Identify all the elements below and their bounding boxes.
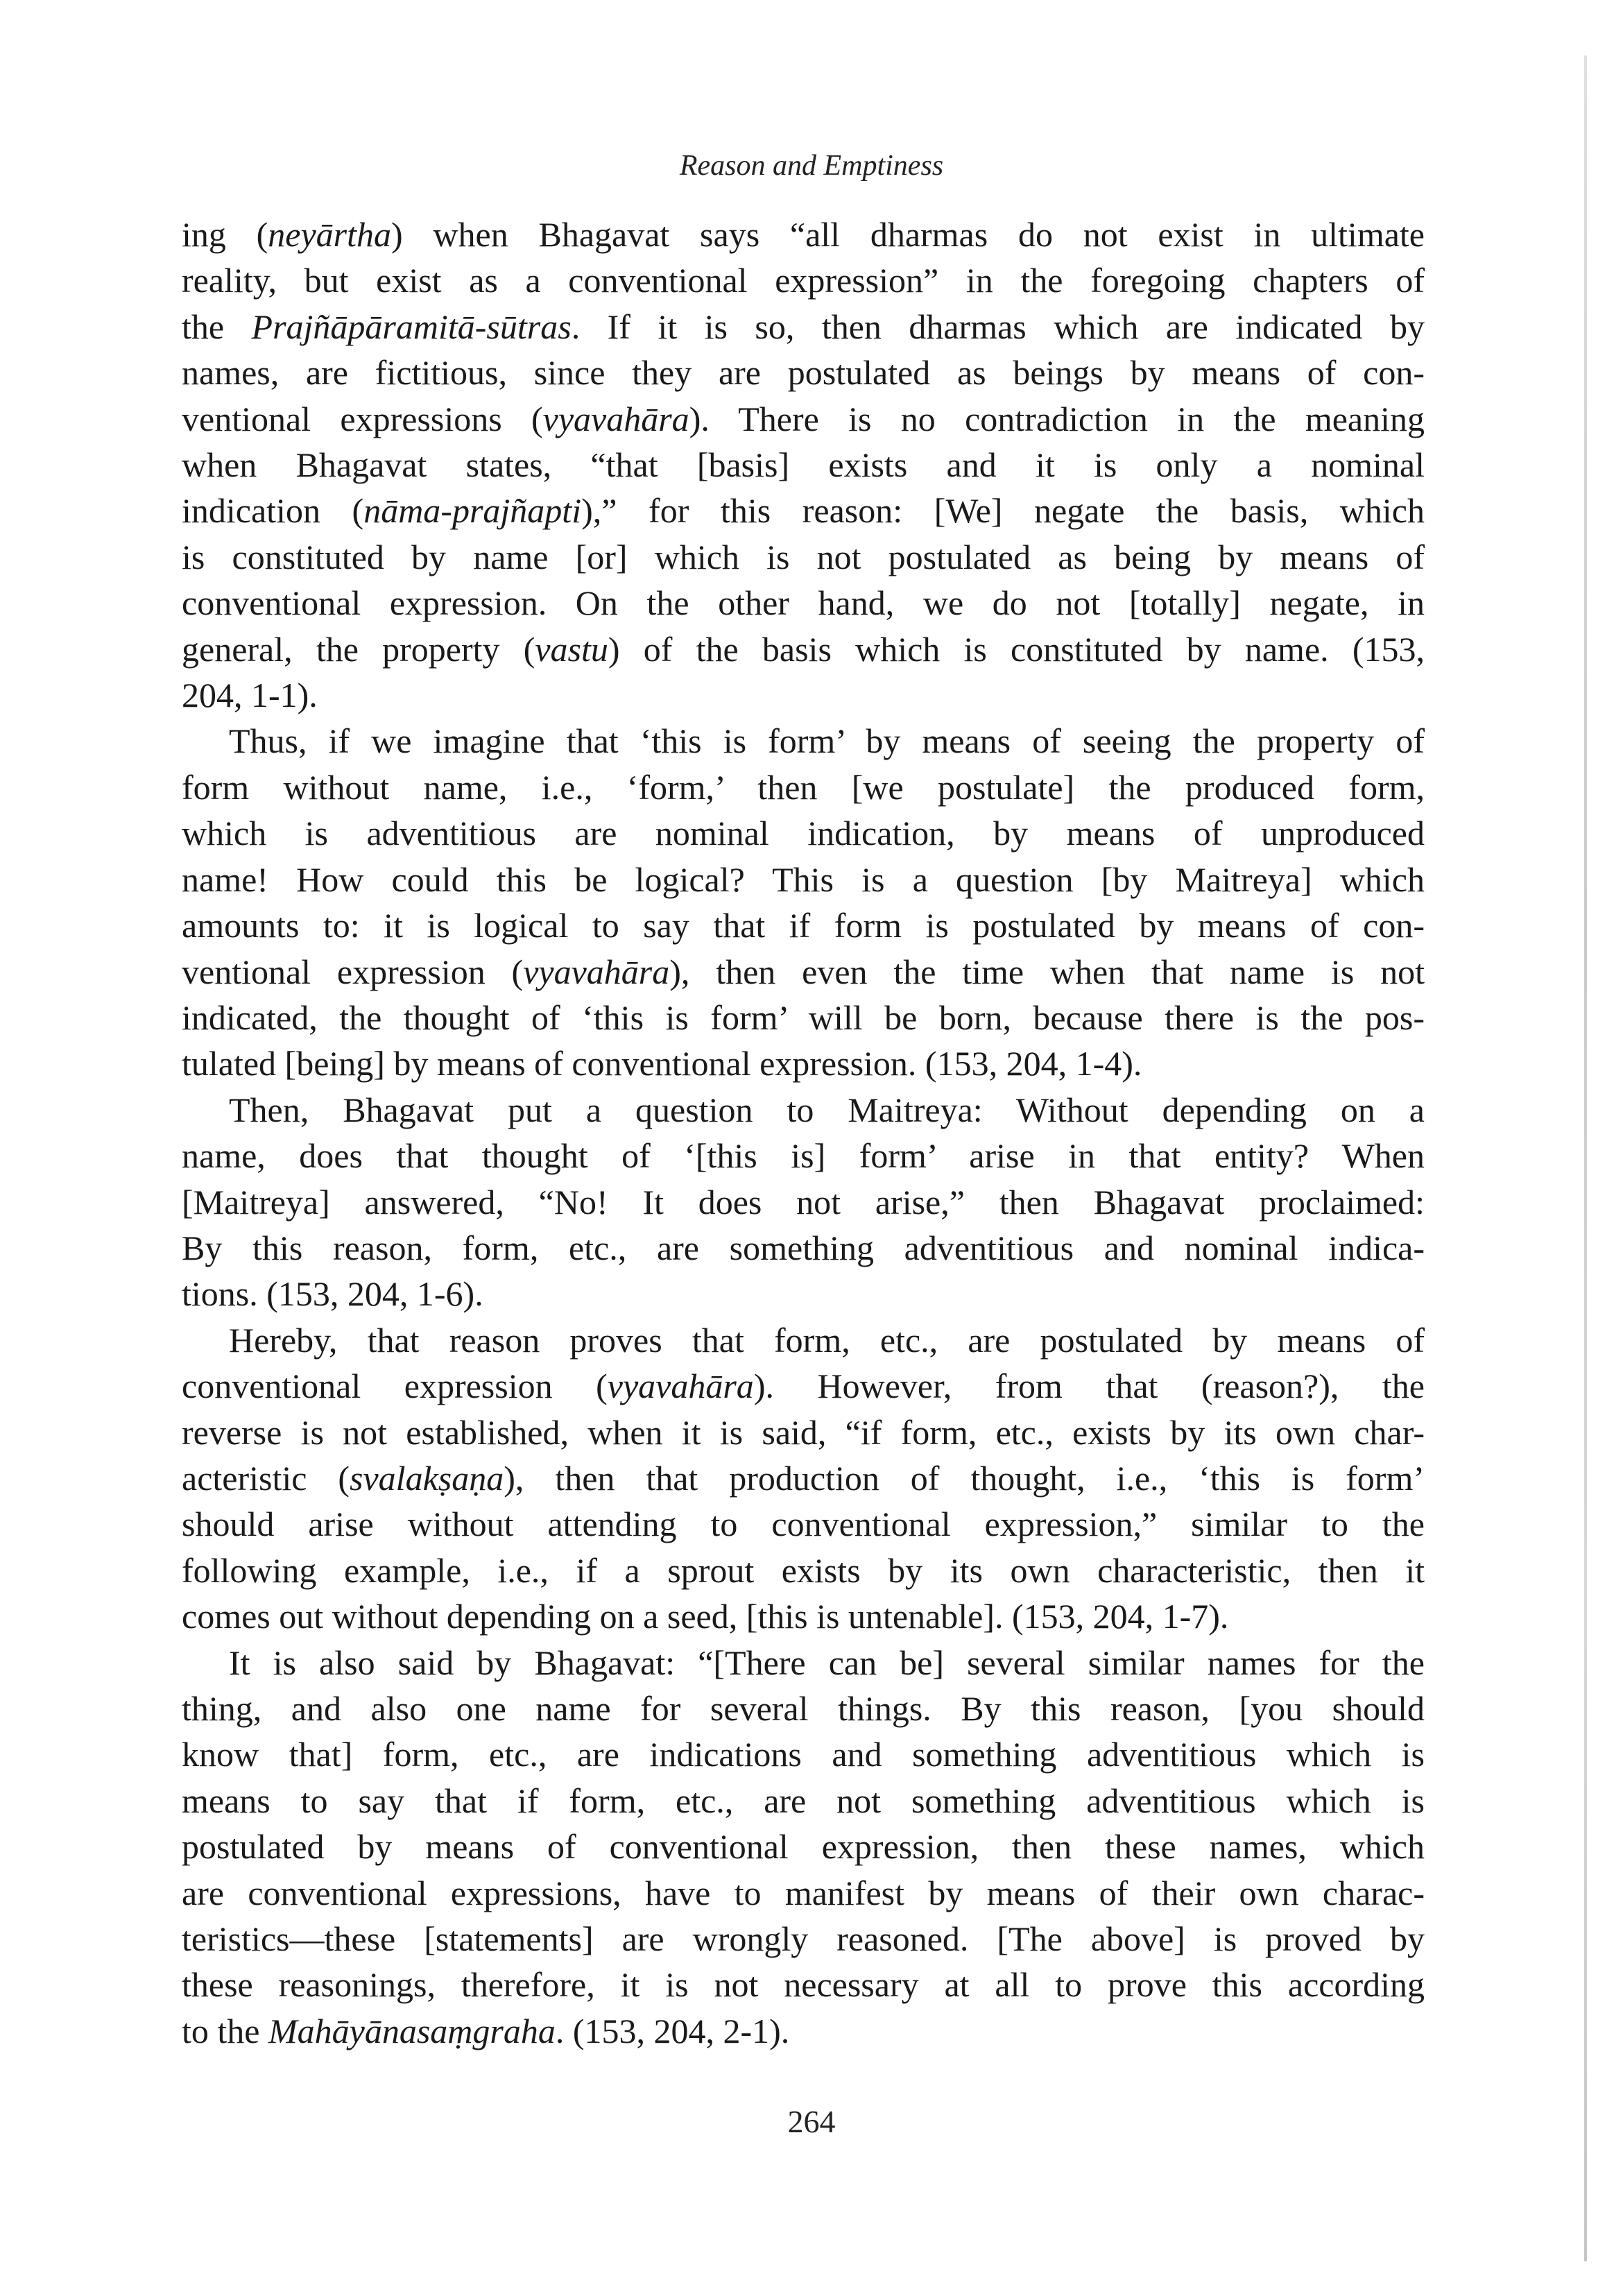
text-line: 204, 1-1). — [182, 676, 318, 715]
text-line: is constituted by name [or] which is not postulated as being by means of — [182, 537, 1425, 576]
text-line: tulated [being] by means of conventional expression. (153, 204, 1-4). — [182, 1044, 1142, 1083]
text-line: tions. (153, 204, 1-6). — [182, 1274, 483, 1314]
text-line: By this reason, form, etc., are something adventitious and nominal indica- — [182, 1228, 1425, 1267]
text-line: acteristic (svalakṣaṇa), then that production of thought, i.e., ‘this is form’ — [182, 1458, 1425, 1498]
text-line: ventional expressions (vyavahāra). There is no contradiction in the meaning — [182, 399, 1425, 438]
paragraph-5 — [182, 1640, 1425, 2055]
text-line: the Prajñāpāramitā-sūtras. If it is so, then dharmas which are indicated by — [182, 307, 1425, 346]
text-line: Then, Bhagavat put a question to Maitreya: Without depending on a — [229, 1090, 1425, 1129]
text-line: general, the property (vastu) of the basis which is constituted by name. (153, — [182, 629, 1425, 669]
text-line: to the Mahāyānasaṃgraha. (153, 204, 2-1). — [182, 2011, 790, 2050]
text-line: Thus, if we imagine that ‘this is form’ by means of seeing the property of — [229, 721, 1425, 761]
text-line: teristics—these [statements] are wrongly reasoned. [The above] is proved by — [182, 1919, 1425, 1959]
text-line: amounts to: it is logical to say that if form is postulated by means of con- — [182, 906, 1425, 945]
text-line: conventional expression. On the other hand, we do not [totally] negate, in — [182, 583, 1425, 623]
text-line: these reasonings, therefore, it is not necessary at all to prove this according — [182, 1965, 1425, 2005]
text-line: following example, i.e., if a sprout exists by its own characteristic, then it — [182, 1550, 1425, 1590]
text-line: thing, and also one name for several things. By this reason, [you should — [182, 1689, 1425, 1728]
text-line: [Maitreya] answered, “No! It does not arise,” then Bhagavat proclaimed: — [182, 1182, 1425, 1222]
text-line: indicated, the thought of ‘this is form’ will be born, because there is the pos- — [182, 997, 1425, 1037]
text-line: name, does that thought of ‘[this is] form’ arise in that entity? When — [182, 1136, 1425, 1176]
text-line: conventional expression (vyavahāra). However, from that (reason?), the — [182, 1367, 1425, 1406]
paragraph-3 — [182, 1087, 1425, 1317]
text-line: postulated by means of conventional expression, then these names, which — [182, 1827, 1425, 1867]
text-line: when Bhagavat states, “that [basis] exists and it is only a nominal — [182, 445, 1425, 485]
paragraph-4 — [182, 1317, 1425, 1640]
text-line: should arise without attending to conventional expression,” similar to the — [182, 1505, 1425, 1544]
text-line: reality, but exist as a conventional expression” in the foregoing chapters of — [182, 261, 1425, 300]
paragraph-1 — [182, 212, 1425, 718]
text-line: means to say that if form, etc., are not something adventitious which is — [182, 1781, 1425, 1820]
text-line: comes out without depending on a seed, [this is untenable]. (153, 204, 1-7). — [182, 1597, 1229, 1636]
text-line: name! How could this be logical? This is a question [by Maitreya] which — [182, 859, 1425, 899]
text-line: reverse is not established, when it is said, “if form, etc., exists by its own char- — [182, 1412, 1425, 1452]
page-number: 264 — [787, 2104, 836, 2139]
text-line: Hereby, that reason proves that form, etc., are postulated by means of — [229, 1320, 1425, 1360]
paragraph-2 — [182, 718, 1425, 1086]
text-line: names, are fictitious, since they are postulated as beings by means of con- — [182, 353, 1425, 393]
text-line: indication (nāma-prajñapti),” for this reason: [We] negate the basis, which — [182, 491, 1425, 531]
body-text — [182, 212, 1425, 2054]
text-line: It is also said by Bhagavat: “[There can be] several similar names for the — [229, 1643, 1425, 1682]
text-line: are conventional expressions, have to manifest by means of their own charac- — [182, 1873, 1425, 1912]
text-line: ing (neyārtha) when Bhagavat says “all dharmas do not exist in ultimate — [182, 215, 1425, 254]
running-head: Reason and Emptiness — [679, 150, 944, 182]
scan-edge-shadow — [1584, 55, 1587, 2261]
text-line: which is adventitious are nominal indication, by means of unproduced — [182, 814, 1425, 853]
text-line: ventional expression (vyavahāra), then even the time when that name is not — [182, 952, 1425, 991]
text-line: know that] form, etc., are indications and something adventitious which is — [182, 1735, 1425, 1774]
text-line: form without name, i.e., ‘form,’ then [we postulate] the produced form, — [182, 767, 1425, 807]
